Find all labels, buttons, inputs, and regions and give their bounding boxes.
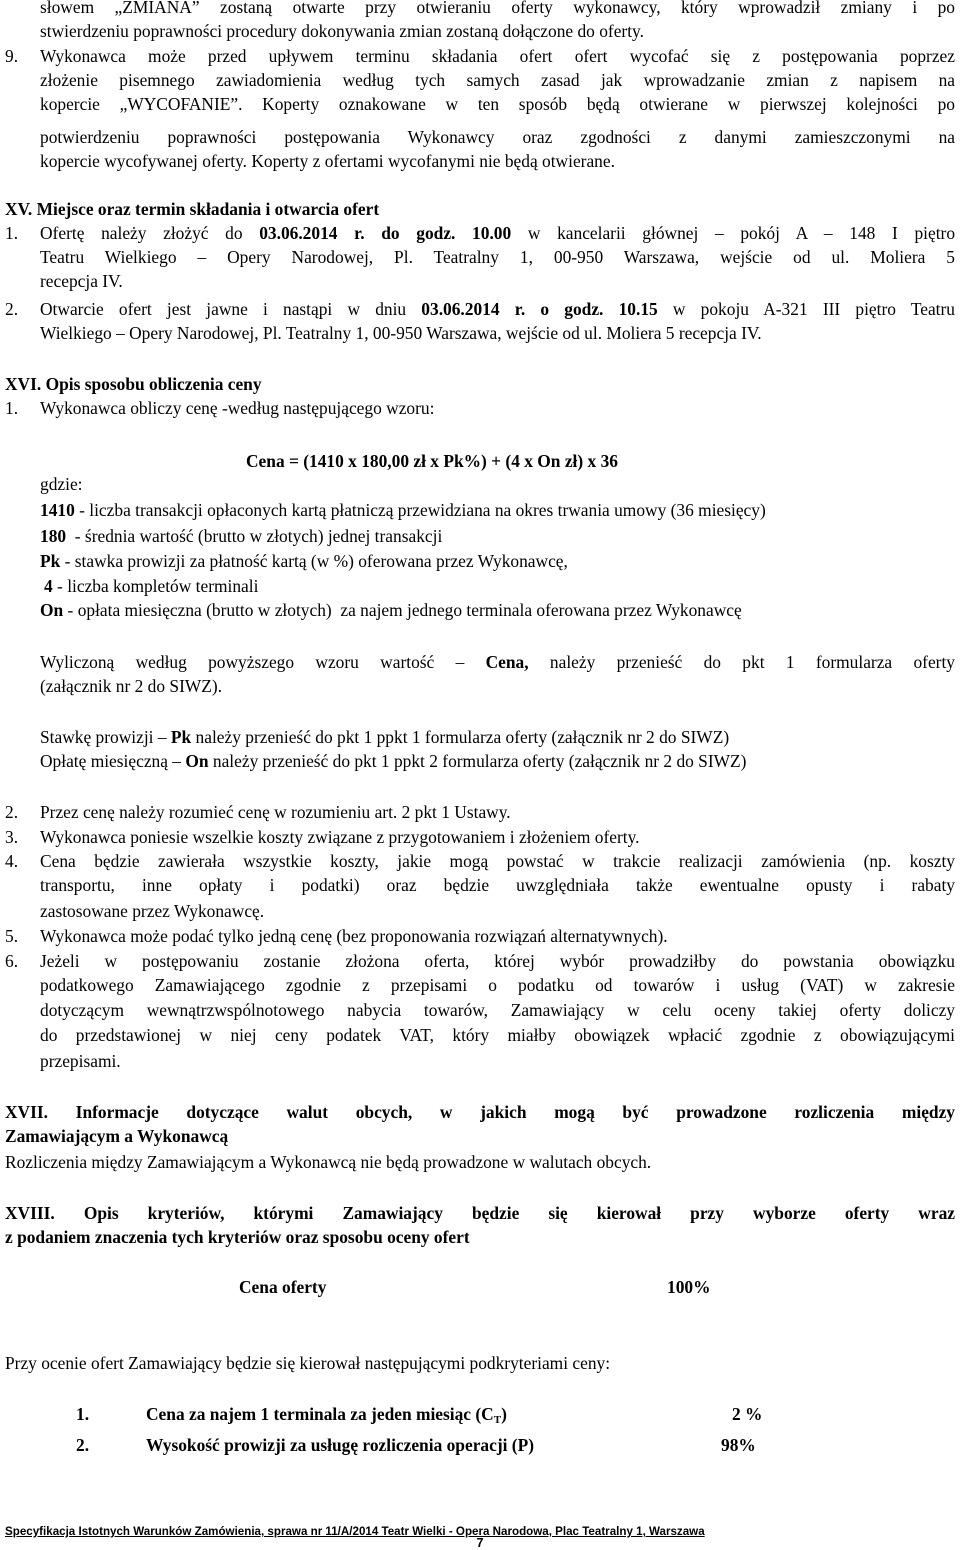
- xv-item-1-line-3: recepcja IV.: [40, 271, 123, 291]
- xvi-item-6-line-4: do przedstawionej w niej ceny podatek VAT, który miałby obowiązek wpłacić zgodnie z obowiązującymi: [40, 1025, 955, 1045]
- definition-pk: Pk - stawka prowizji za płatność kartą (w %) oferowana przez Wykonawcę,: [40, 551, 568, 571]
- xvi-item-5-text: Wykonawca może podać tylko jedną cenę (bez proponowania rozwiązań alternatywnych).: [40, 926, 668, 946]
- xvi-item-2-number: 2.: [5, 802, 19, 822]
- item-9-line-5: kopercie wycofywanej oferty. Koperty z ofertami wycofanymi nie będą otwierane.: [40, 151, 615, 171]
- section-xvii-heading-line-2: Zamawiającym a Wykonawcą: [5, 1126, 229, 1146]
- item-9-line-3: kopercie „WYCOFANIE”. Koperty oznakowane w ten sposób będą otwierane w pierwszej kolejności po: [40, 94, 955, 114]
- item-9-number: 9.: [5, 46, 19, 66]
- calc-line-2: (załącznik nr 2 do SIWZ).: [40, 676, 223, 696]
- subcriterion-1-weight: 2 %: [732, 1404, 763, 1424]
- section-xv-heading: XV. Miejsce oraz termin składania i otwarcia ofert: [5, 199, 380, 219]
- xvi-item-6-line-5: przepisami.: [40, 1051, 121, 1071]
- xvii-text: Rozliczenia między Zamawiającym a Wykonawcą nie będą prowadzone w walutach obcych.: [5, 1152, 652, 1172]
- where-label: gdzie:: [40, 474, 83, 494]
- definition-180: 180 - średnia wartość (brutto w złotych) jednej transakcji: [40, 526, 443, 546]
- subcriterion-2-number: 2.: [76, 1435, 90, 1455]
- xvi-item-4-number: 4.: [5, 851, 19, 871]
- subcriteria-intro: Przy ocenie ofert Zamawiający będzie się kierował następującymi podkryteriami ceny:: [5, 1353, 611, 1373]
- opening-date: 03.06.2014 r. o godz. 10.15: [421, 299, 658, 319]
- xvi-item-4-line-2: transportu, inne opłaty i podatki) oraz będzie uwzględniała także ewentualne opusty i rabaty: [40, 875, 955, 895]
- subcriterion-2-weight: 98%: [721, 1435, 756, 1455]
- criterion-weight: 100%: [667, 1277, 711, 1297]
- page-number: 7: [476, 1536, 484, 1550]
- subcriterion-2-label: Wysokość prowizji za usługę rozliczenia operacji (P): [146, 1435, 535, 1455]
- item-9-line-2: złożenie pisemnego zawiadomienia według tych samych zasad jak wprowadzanie zmian z napisem na: [40, 70, 955, 90]
- section-xviii-heading-line-1: XVIII. Opis kryteriów, którymi Zamawiający będzie się kierował przy wyborze oferty wraz: [5, 1203, 955, 1223]
- xvi-item-1-text: Wykonawca obliczy cenę -według następującego wzoru:: [40, 398, 435, 418]
- calc-line-1: Wyliczoną według powyższego wzoru wartość – Cena, należy przenieść do pkt 1 formularza oferty: [40, 652, 955, 672]
- intro-line-2: stwierdzeniu poprawności procedury dokonywania zmian zostaną dołączone do oferty.: [40, 21, 644, 41]
- item-9-line-4: potwierdzeniu poprawności postępowania Wykonawcy oraz zgodności z danymi zamieszczonymi na: [40, 127, 955, 147]
- footer-link[interactable]: Specyfikacja Istotnych Warunków Zamówienia, sprawa nr 11/A/2014 Teatr Wielki - Opera Narodowa, Plac Teatralny 1, Warszawa: [5, 1525, 705, 1538]
- xvi-item-4-line-3: zastosowane przez Wykonawcę.: [40, 901, 265, 921]
- xvi-item-3-text: Wykonawca poniesie wszelkie koszty związane z przygotowaniem i złożeniem oferty.: [40, 827, 640, 847]
- xvi-item-5-number: 5.: [5, 926, 19, 946]
- xvi-item-1-number: 1.: [5, 398, 19, 418]
- xvi-item-4-line-1: Cena będzie zawierała wszystkie koszty, jakie mogą powstać w trakcie realizacji zamówienia (np. koszty: [40, 851, 955, 871]
- xvi-item-6-line-1: Jeżeli w postępowaniu zostanie złożona oferta, której wybór prowadziłby do powstania obowiązku: [40, 951, 955, 971]
- xvi-item-2-text: Przez cenę należy rozumieć cenę w rozumieniu art. 2 pkt 1 Ustawy.: [40, 802, 511, 822]
- definition-on: On - opłata miesięczna (brutto w złotych) za najem jednego terminala oferowana przez Wykonawcę: [40, 600, 742, 620]
- xvi-item-6-line-3: dotyczącym wewnątrzwspólnotowego nabycia towarów, Zamawiający w celu oceny takiej oferty doliczy: [40, 1000, 955, 1020]
- xv-item-2-number: 2.: [5, 299, 19, 319]
- intro-line-1: słowem „ZMIANA” zostaną otwarte przy otwieraniu oferty wykonawcy, który wprowadził zmiany i po: [40, 0, 955, 17]
- commission-rate-line: Stawkę prowizji – Pk należy przenieść do pkt 1 ppkt 1 formularza oferty (załącznik nr 2 do SIWZ): [40, 727, 730, 747]
- submission-deadline: 03.06.2014 r. do godz. 10.00: [259, 223, 512, 243]
- xv-item-2-line-1: Otwarcie ofert jest jawne i nastąpi w dniu 03.06.2014 r. o godz. 10.15 w pokoju A-321 III piętro Teatru: [40, 299, 955, 319]
- subcriterion-1-label: Cena za najem 1 terminala za jeden miesiąc $(C_T)$: [146, 1404, 507, 1426]
- criterion-label: Cena oferty: [239, 1277, 327, 1297]
- definition-1410: 1410 - liczba transakcji opłaconych kartą płatniczą przewidziana na okres trwania umowy (36 miesięcy): [40, 500, 766, 520]
- xv-item-1-number: 1.: [5, 223, 19, 243]
- monthly-fee-line: Opłatę miesięczną – On należy przenieść do pkt 1 ppkt 2 formularza oferty (załącznik nr 2 do SIWZ): [40, 751, 747, 771]
- price-formula: Cena = (1410 x 180,00 zł x Pk%) + (4 x On zł) x 36: [246, 451, 618, 471]
- xv-item-1-line-1: Ofertę należy złożyć do 03.06.2014 r. do godz. 10.00 w kancelarii głównej – pokój A – 148 I piętro: [40, 223, 956, 243]
- xv-item-2-line-2: Wielkiego – Opery Narodowej, Pl. Teatralny 1, 00-950 Warszawa, wejście od ul. Moliera 5 recepcja IV.: [40, 323, 762, 343]
- section-xvi-heading: XVI. Opis sposobu obliczenia ceny: [5, 374, 262, 394]
- xvi-item-3-number: 3.: [5, 827, 19, 847]
- xvi-item-6-number: 6.: [5, 951, 19, 971]
- definition-4: 4 - liczba kompletów terminali: [44, 576, 259, 596]
- xv-item-1-line-2: Teatru Wielkiego – Opery Narodowej, Pl. Teatralny 1, 00-950 Warszawa, wejście od ul. Moliera 5: [40, 247, 955, 267]
- section-xvii-heading-line-1: XVII. Informacje dotyczące walut obcych, w jakich mogą być prowadzone rozliczenia między: [5, 1102, 955, 1122]
- subcriterion-1-number: 1.: [76, 1404, 90, 1424]
- section-xviii-heading-line-2: z podaniem znaczenia tych kryteriów oraz sposobu oceny ofert: [5, 1227, 470, 1247]
- item-9-line-1: Wykonawca może przed upływem terminu składania ofert ofert wycofać się z postępowania poprzez: [40, 46, 955, 66]
- xvi-item-6-line-2: podatkowego Zamawiającego zgodnie z przepisami o podatku od towarów i usług (VAT) w zakresie: [40, 975, 955, 995]
